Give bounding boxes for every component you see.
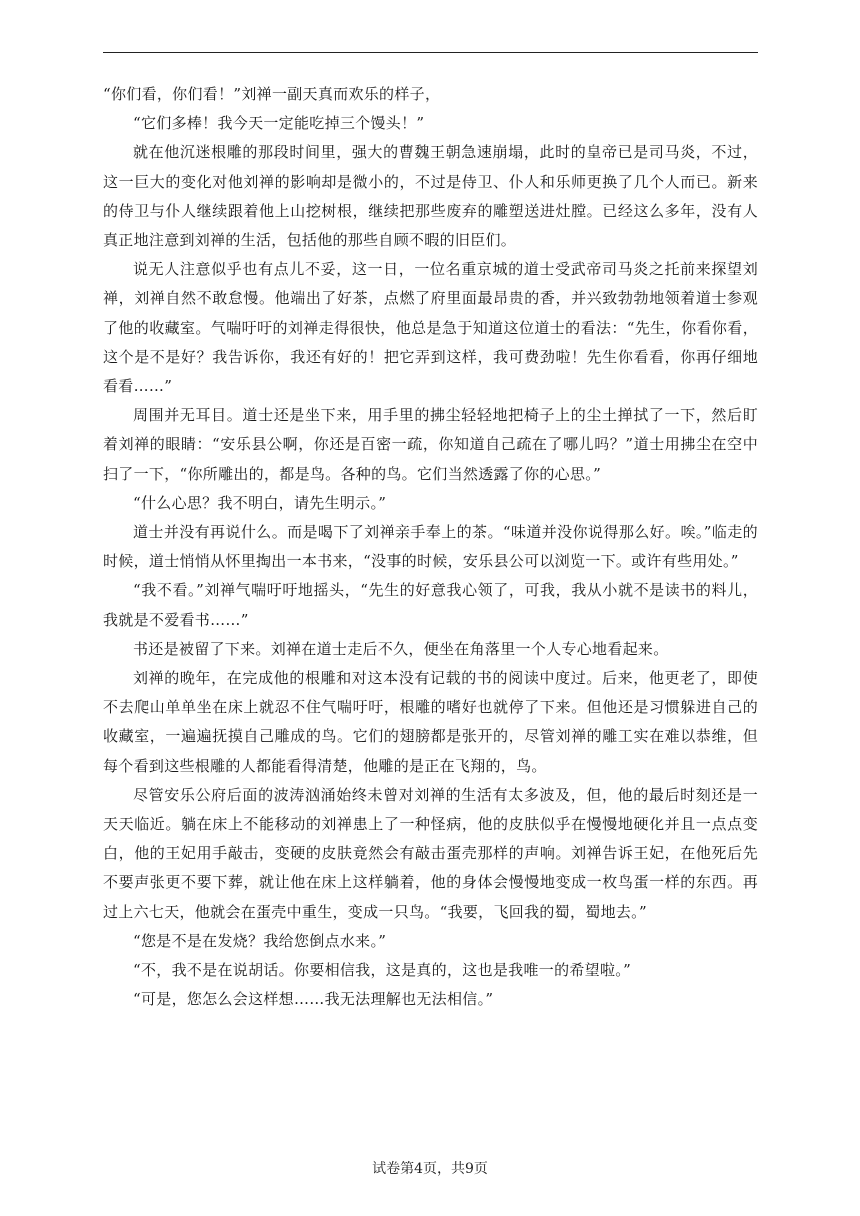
paragraph: “您是不是在发烧？我给您倒点水来。” xyxy=(133,931,387,950)
page-number-footer: 试卷第4页，共9页 xyxy=(372,1161,488,1177)
paragraph: 刘禅的晚年，在完成他的根雕和对这本没有记载的书的阅读中度过。后来，他更老了，即使不去爬山单单坐在床上就忍不住气喘吁吁，根雕的嗜好也就停了下来。但他还是习惯躲进自己的收藏室，一遍遍抚摸自己雕成的鸟。它们的翅膀都是张开的，尽管刘禅的雕工实在难以恭维，但每个看到这些根雕的人都能看得清楚，他雕的是正在飞翔的，鸟。 xyxy=(103,669,758,775)
paragraph: “什么心思？我不明白，请先生明示。” xyxy=(133,493,387,512)
paragraph: 尽管安乐公府后面的波涛汹涌始终未曾对刘禅的生活有太多波及，但，他的最后时刻还是一天天临近。躺在床上不能移动的刘禅患上了一种怪病，他的皮肤似乎在慢慢地硬化并且一点点变白，他的王妃用手敲击，变硬的皮肤竟然会有敲击蛋壳那样的声响。刘禅告诉王妃，在他死后先不要声张更不要下葬，就让他在床上这样躺着，他的身体会慢慢地变成一枚鸟蛋一样的东西。再过上六七天，他就会在蛋壳中重生，变成一只鸟。“我要，飞回我的蜀，蜀地去。” xyxy=(103,785,758,921)
paragraph: 就在他沉迷根雕的那段时间里，强大的曹魏王朝急速崩塌，此时的皇帝已是司马炎，不过，这一巨大的变化对他刘禅的影响却是微小的，不过是侍卫、仆人和乐师更换了几个人而已。新来的侍卫与仆人继续跟着他上山挖树根，继续把那些废弃的雕塑送进灶膛。已经这么多年，没有人真正地注意到刘禅的生活，包括他的那些自顾不暇的旧臣们。 xyxy=(103,143,758,250)
paragraph: 周围并无耳目。道士还是坐下来，用手里的拂尘轻轻地把椅子上的尘土掸拭了一下，然后盯着刘禅的眼睛：“安乐县公啊，你还是百密一疏，你知道自己疏在了哪儿吗？”道士用拂尘在空中扫了一下，“你所雕出的，都是鸟。各种的鸟。它们当然透露了你的心思。” xyxy=(103,406,758,483)
header-rule xyxy=(103,52,758,53)
paragraph: “它们多棒！我今天一定能吃掉三个馒头！” xyxy=(133,114,425,133)
paragraph: 说无人注意似乎也有点儿不妥，这一日，一位名重京城的道士受武帝司马炎之托前来探望刘禅，刘禅自然不敢怠慢。他端出了好茶，点燃了府里面最昂贵的香，并兴致勃勃地领着道士参观了他的收藏室。气喘吁吁的刘禅走得很快，他总是急于知道这位道士的看法：“先生，你看你看，这个是不是好？我告诉你，我还有好的！把它弄到这样，我可费劲啦！先生你看看，你再仔细地看看……” xyxy=(103,260,758,396)
paragraph: “我不看。”刘禅气喘吁吁地摇头，“先生的好意我心领了，可我，我从小就不是读书的料儿，我就是不爱看书……” xyxy=(103,581,758,629)
paragraph: “可是，您怎么会这样想……我无法理解也无法相信。” xyxy=(133,990,494,1009)
paragraph: “你们看，你们看！”刘禅一副天真而欢乐的样子， xyxy=(103,85,441,103)
paragraph: 书还是被留了下来。刘禅在道士走后不久，便坐在角落里一个人专心地看起来。 xyxy=(133,639,669,658)
paragraph: 道士并没有再说什么。而是喝下了刘禅亲手奉上的茶。“味道并没你说得那么好。唉。”临走的时候，道士悄悄从怀里掏出一本书来，“没事的时候，安乐县公可以浏览一下。或许有些用处。” xyxy=(103,523,758,571)
document-body xyxy=(103,80,758,1015)
paragraph: “不，我不是在说胡话。你要相信我，这是真的，这也是我唯一的希望啦。” xyxy=(133,961,632,980)
